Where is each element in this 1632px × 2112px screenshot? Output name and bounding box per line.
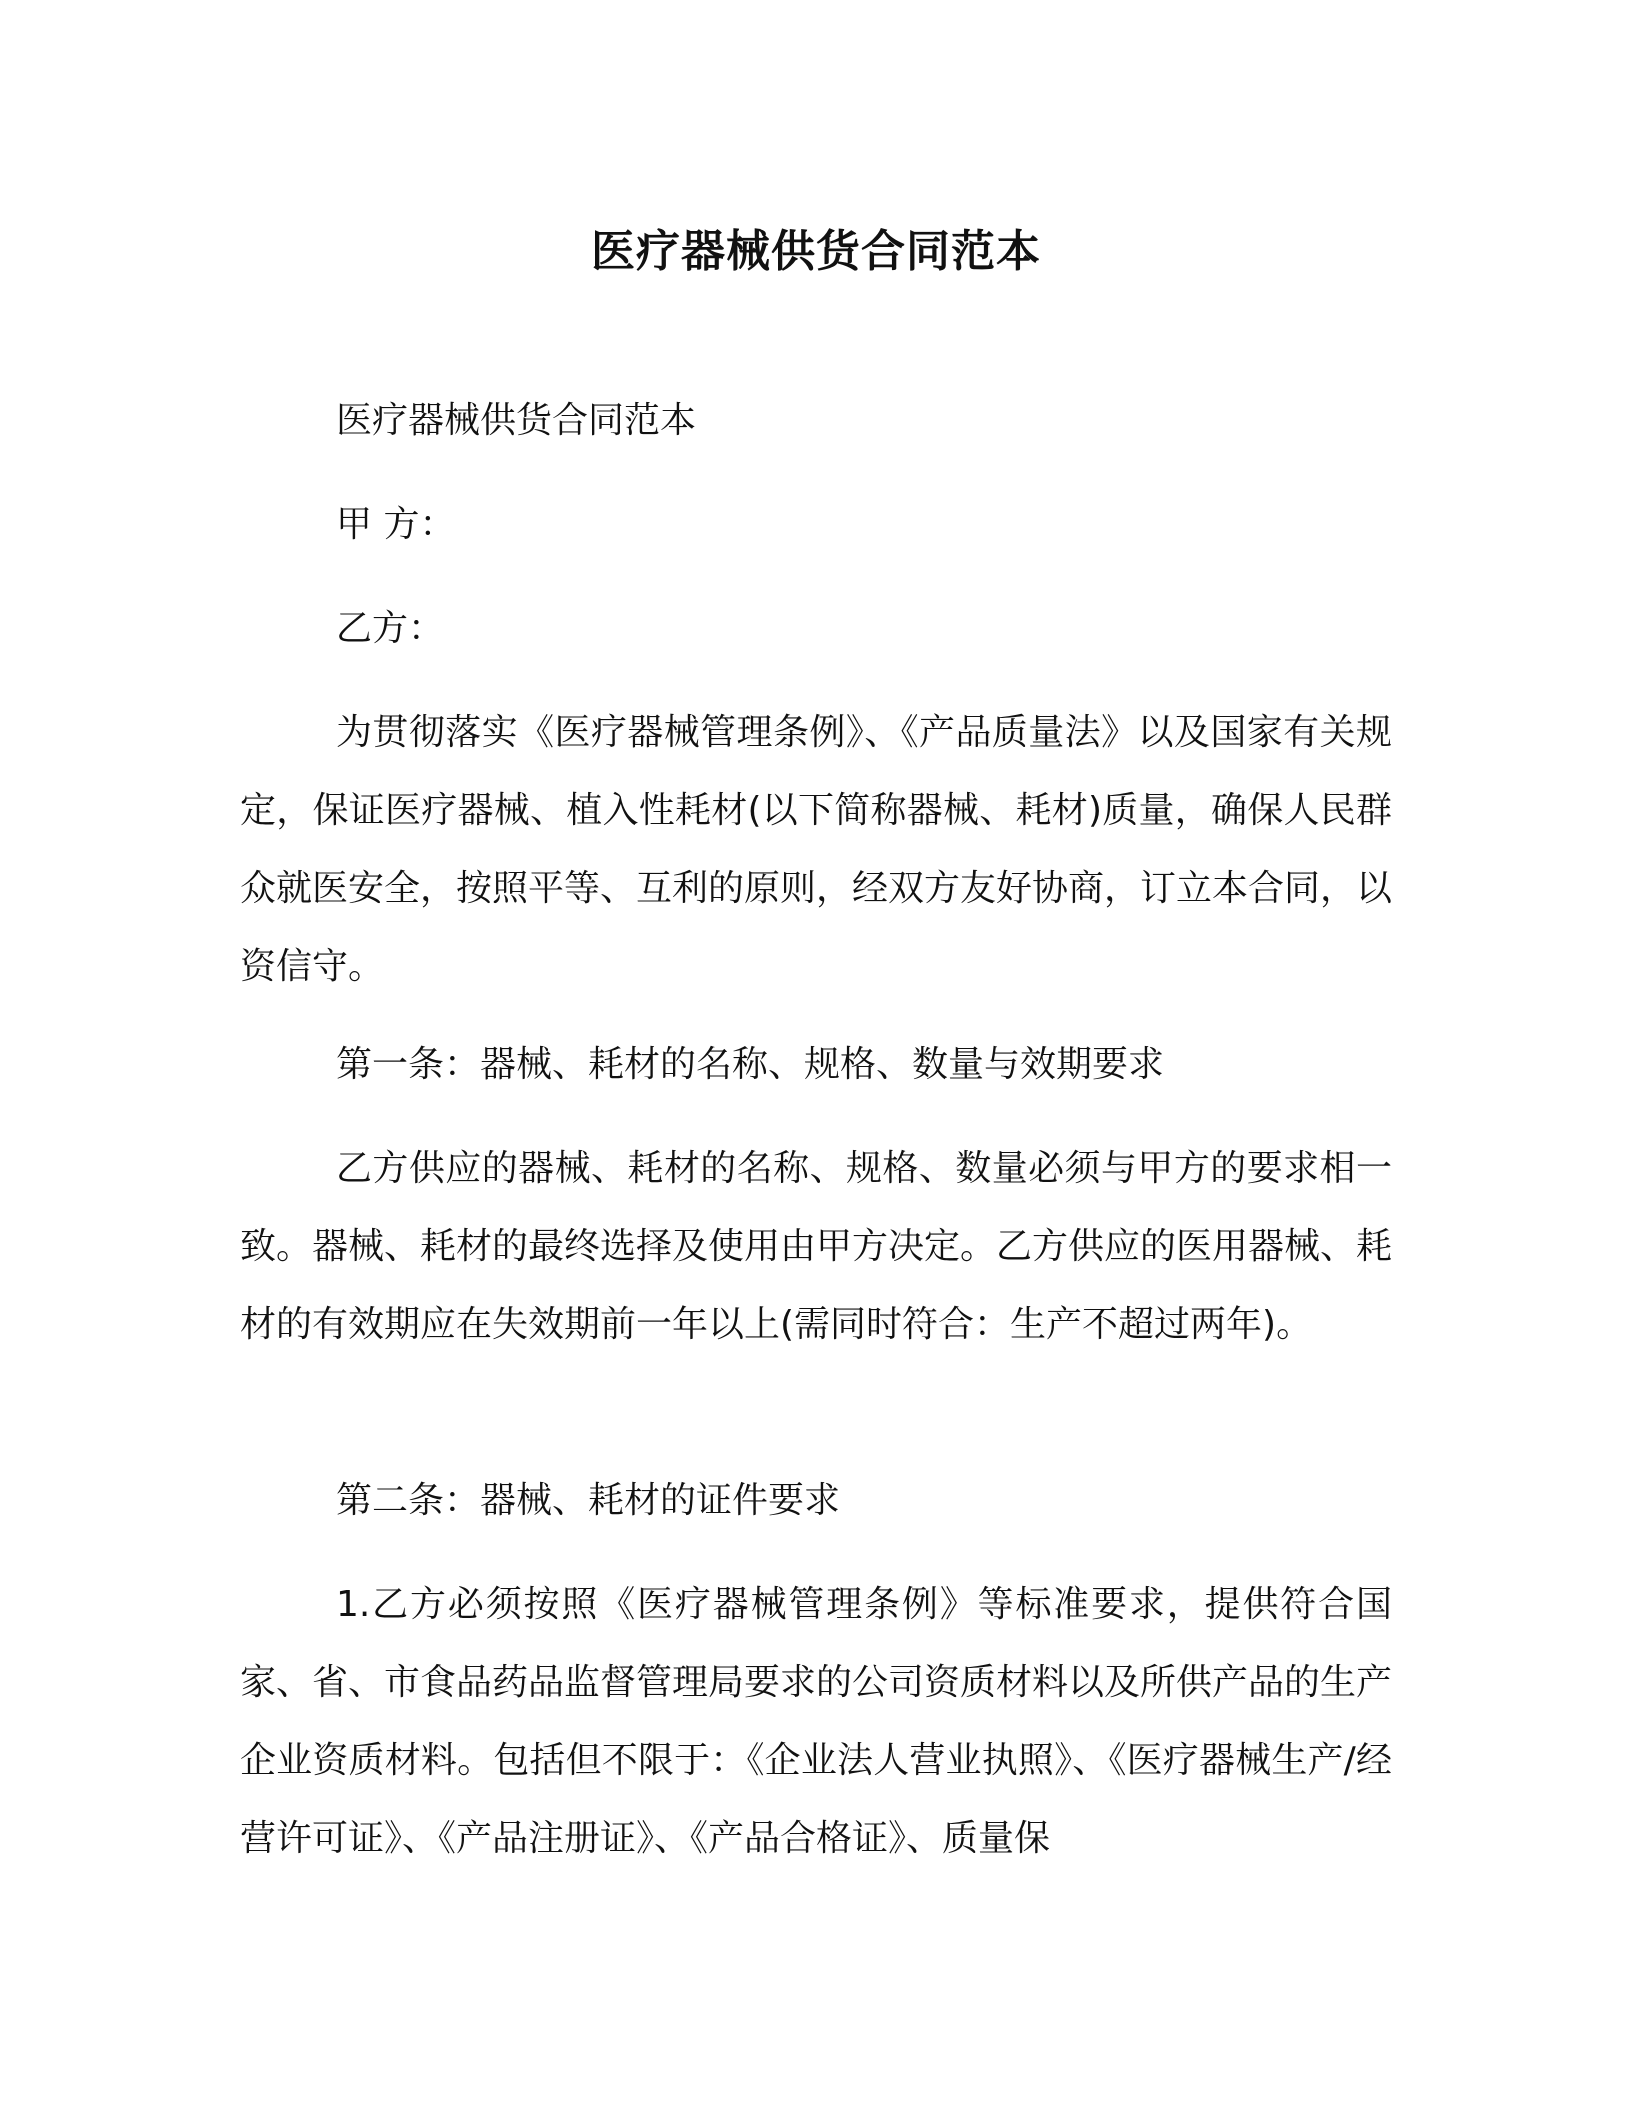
- article1-heading: 第一条：器械、耗材的名称、规格、数量与效期要求: [336, 1044, 1165, 1085]
- article2-item1: 1.乙方必须按照《医疗器械管理条例》等标准要求，提供符合国家、省、市食品药品监督管理局要求的公司资质材料以及所供产品的生产企业资质材料。包括但不限于：《企业法人营业执照》、《医疗器械生产/经营许可证》、《产品注册证》、《产品合格证》、质量保: [240, 1584, 1393, 1859]
- party-b-line: 乙方：: [336, 608, 445, 649]
- document-title: 医疗器械供货合同范本: [591, 226, 1041, 277]
- article1-body: 乙方供应的器械、耗材的名称、规格、数量必须与甲方的要求相一致。器械、耗材的最终选择及使用由甲方决定。乙方供应的医用器械、耗材的有效期应在失效期前一年以上(需同时符合：生产不超过两年)。: [240, 1148, 1393, 1345]
- preamble-paragraph: 为贯彻落实《医疗器械管理条例》、《产品质量法》以及国家有关规定，保证医疗器械、植入性耗材(以下简称器械、耗材)质量，确保人民群众就医安全，按照平等、互利的原则，经双方友好协商，订立本合同，以资信守。: [240, 712, 1393, 987]
- article2-heading: 第二条：器械、耗材的证件要求: [336, 1480, 841, 1521]
- subtitle-line: 医疗器械供货合同范本: [336, 400, 697, 441]
- party-a-line: 甲 方：: [336, 504, 456, 545]
